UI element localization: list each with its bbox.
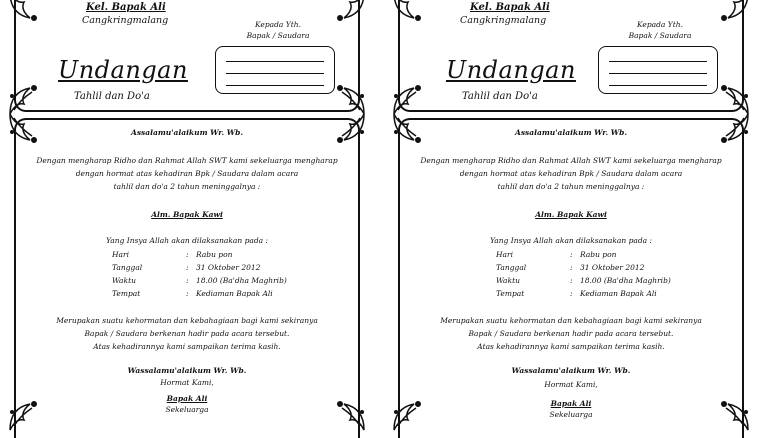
recipient-name: Bapak / Saudara — [246, 31, 310, 40]
corner-ornament-icon — [716, 82, 750, 116]
invitation-subtitle: Tahlil dan Do'a — [462, 91, 538, 102]
intro-line: tahlil dan do'a 2 tahun meninggalnya : — [497, 182, 645, 191]
detail-value: Kediaman Bapak Ali — [196, 289, 273, 298]
corner-ornament-icon — [8, 0, 42, 24]
detail-value: Rabu pon — [580, 250, 617, 259]
closing-line: Bapak / Saudara berkenan hadir pada acara tersebut. — [84, 329, 290, 338]
detail-colon: : — [186, 276, 189, 285]
signer-name: Bapak Ali — [550, 399, 592, 408]
invitation-card-right — [398, 0, 744, 431]
detail-colon: : — [570, 250, 573, 259]
detail-value: 18.00 (Ba'dha Maghrib) — [580, 276, 671, 285]
schedule-intro: Yang Insya Allah akan dilaksanakan pada : — [489, 236, 653, 245]
detail-value: 31 Oktober 2012 — [580, 263, 645, 272]
invitation-subtitle: Tahlil dan Do'a — [74, 91, 150, 102]
corner-ornament-icon — [332, 398, 366, 432]
invitation-title: Undangan — [446, 56, 576, 84]
farewell: Wassalamu'alaikum Wr. Wb. — [127, 366, 247, 375]
closing-line: Merupakan suatu kehormatan dan kebahagiaan bagi kami sekiranya — [56, 316, 318, 325]
detail-colon: : — [186, 263, 189, 272]
corner-ornament-icon — [8, 398, 42, 432]
corner-ornament-icon — [392, 0, 426, 24]
family-location: Cangkringmalang — [460, 15, 547, 26]
invitation-title: Undangan — [58, 56, 188, 84]
corner-ornament-icon — [332, 82, 366, 116]
closing-line: Atas kehadirannya kami sampaikan terima kasih. — [477, 342, 665, 351]
detail-colon: : — [186, 250, 189, 259]
closing-line: Bapak / Saudara berkenan hadir pada acara tersebut. — [468, 329, 674, 338]
intro-line: dengan hormat atas kehadiran Bpk / Saudara dalam acara — [75, 169, 299, 178]
intro-line: Dengan mengharap Ridho dan Rahmat Allah SWT kami sekeluarga mengharap — [420, 156, 722, 165]
corner-ornament-icon — [716, 0, 750, 24]
detail-value: Rabu pon — [196, 250, 233, 259]
greeting: Assalamu'alaikum Wr. Wb. — [515, 128, 627, 137]
family-location: Cangkringmalang — [82, 15, 169, 26]
detail-label: Waktu — [112, 276, 136, 285]
signer-role: Sekeluarga — [549, 410, 593, 419]
detail-label: Tempat — [496, 289, 525, 298]
address-box — [598, 46, 718, 94]
intro-line: tahlil dan do'a 2 tahun meninggalnya : — [113, 182, 261, 191]
detail-label: Tanggal — [496, 263, 527, 272]
schedule-intro: Yang Insya Allah akan dilaksanakan pada : — [105, 236, 269, 245]
signer-name: Bapak Ali — [166, 394, 208, 403]
intro-line: Dengan mengharap Ridho dan Rahmat Allah SWT kami sekeluarga mengharap — [36, 156, 338, 165]
closing-line: Atas kehadirannya kami sampaikan terima kasih. — [93, 342, 281, 351]
address-box — [215, 46, 335, 94]
corner-ornament-icon — [8, 82, 42, 116]
signer-role: Sekeluarga — [165, 405, 209, 414]
detail-label: Tanggal — [112, 263, 143, 272]
detail-value: Kediaman Bapak Ali — [580, 289, 657, 298]
deceased-name: Alm. Bapak Kawi — [151, 210, 223, 219]
regards: Hormat Kami, — [160, 378, 214, 387]
invitation-card-left — [14, 0, 360, 431]
greeting: Assalamu'alaikum Wr. Wb. — [131, 128, 243, 137]
intro-line: dengan hormat atas kehadiran Bpk / Saudara dalam acara — [459, 169, 683, 178]
family-name: Kel. Bapak Ali — [470, 2, 550, 13]
detail-colon: : — [570, 289, 573, 298]
closing-line: Merupakan suatu kehormatan dan kebahagiaan bagi kami sekiranya — [440, 316, 702, 325]
detail-label: Hari — [496, 250, 513, 259]
detail-colon: : — [186, 289, 189, 298]
detail-label: Tempat — [112, 289, 141, 298]
detail-value: 31 Oktober 2012 — [196, 263, 261, 272]
detail-label: Waktu — [496, 276, 520, 285]
farewell: Wassalamu'alaikum Wr. Wb. — [511, 366, 631, 375]
detail-value: 18.00 (Ba'dha Maghrib) — [196, 276, 287, 285]
detail-colon: : — [570, 263, 573, 272]
detail-colon: : — [570, 276, 573, 285]
recipient-name: Bapak / Saudara — [628, 31, 692, 40]
detail-label: Hari — [112, 250, 129, 259]
corner-ornament-icon — [392, 82, 426, 116]
recipient-label: Kepada Yth. — [255, 20, 301, 29]
deceased-name: Alm. Bapak Kawi — [535, 210, 607, 219]
regards: Hormat Kami, — [544, 380, 598, 389]
recipient-label: Kepada Yth. — [637, 20, 683, 29]
family-name: Kel. Bapak Ali — [86, 2, 166, 13]
